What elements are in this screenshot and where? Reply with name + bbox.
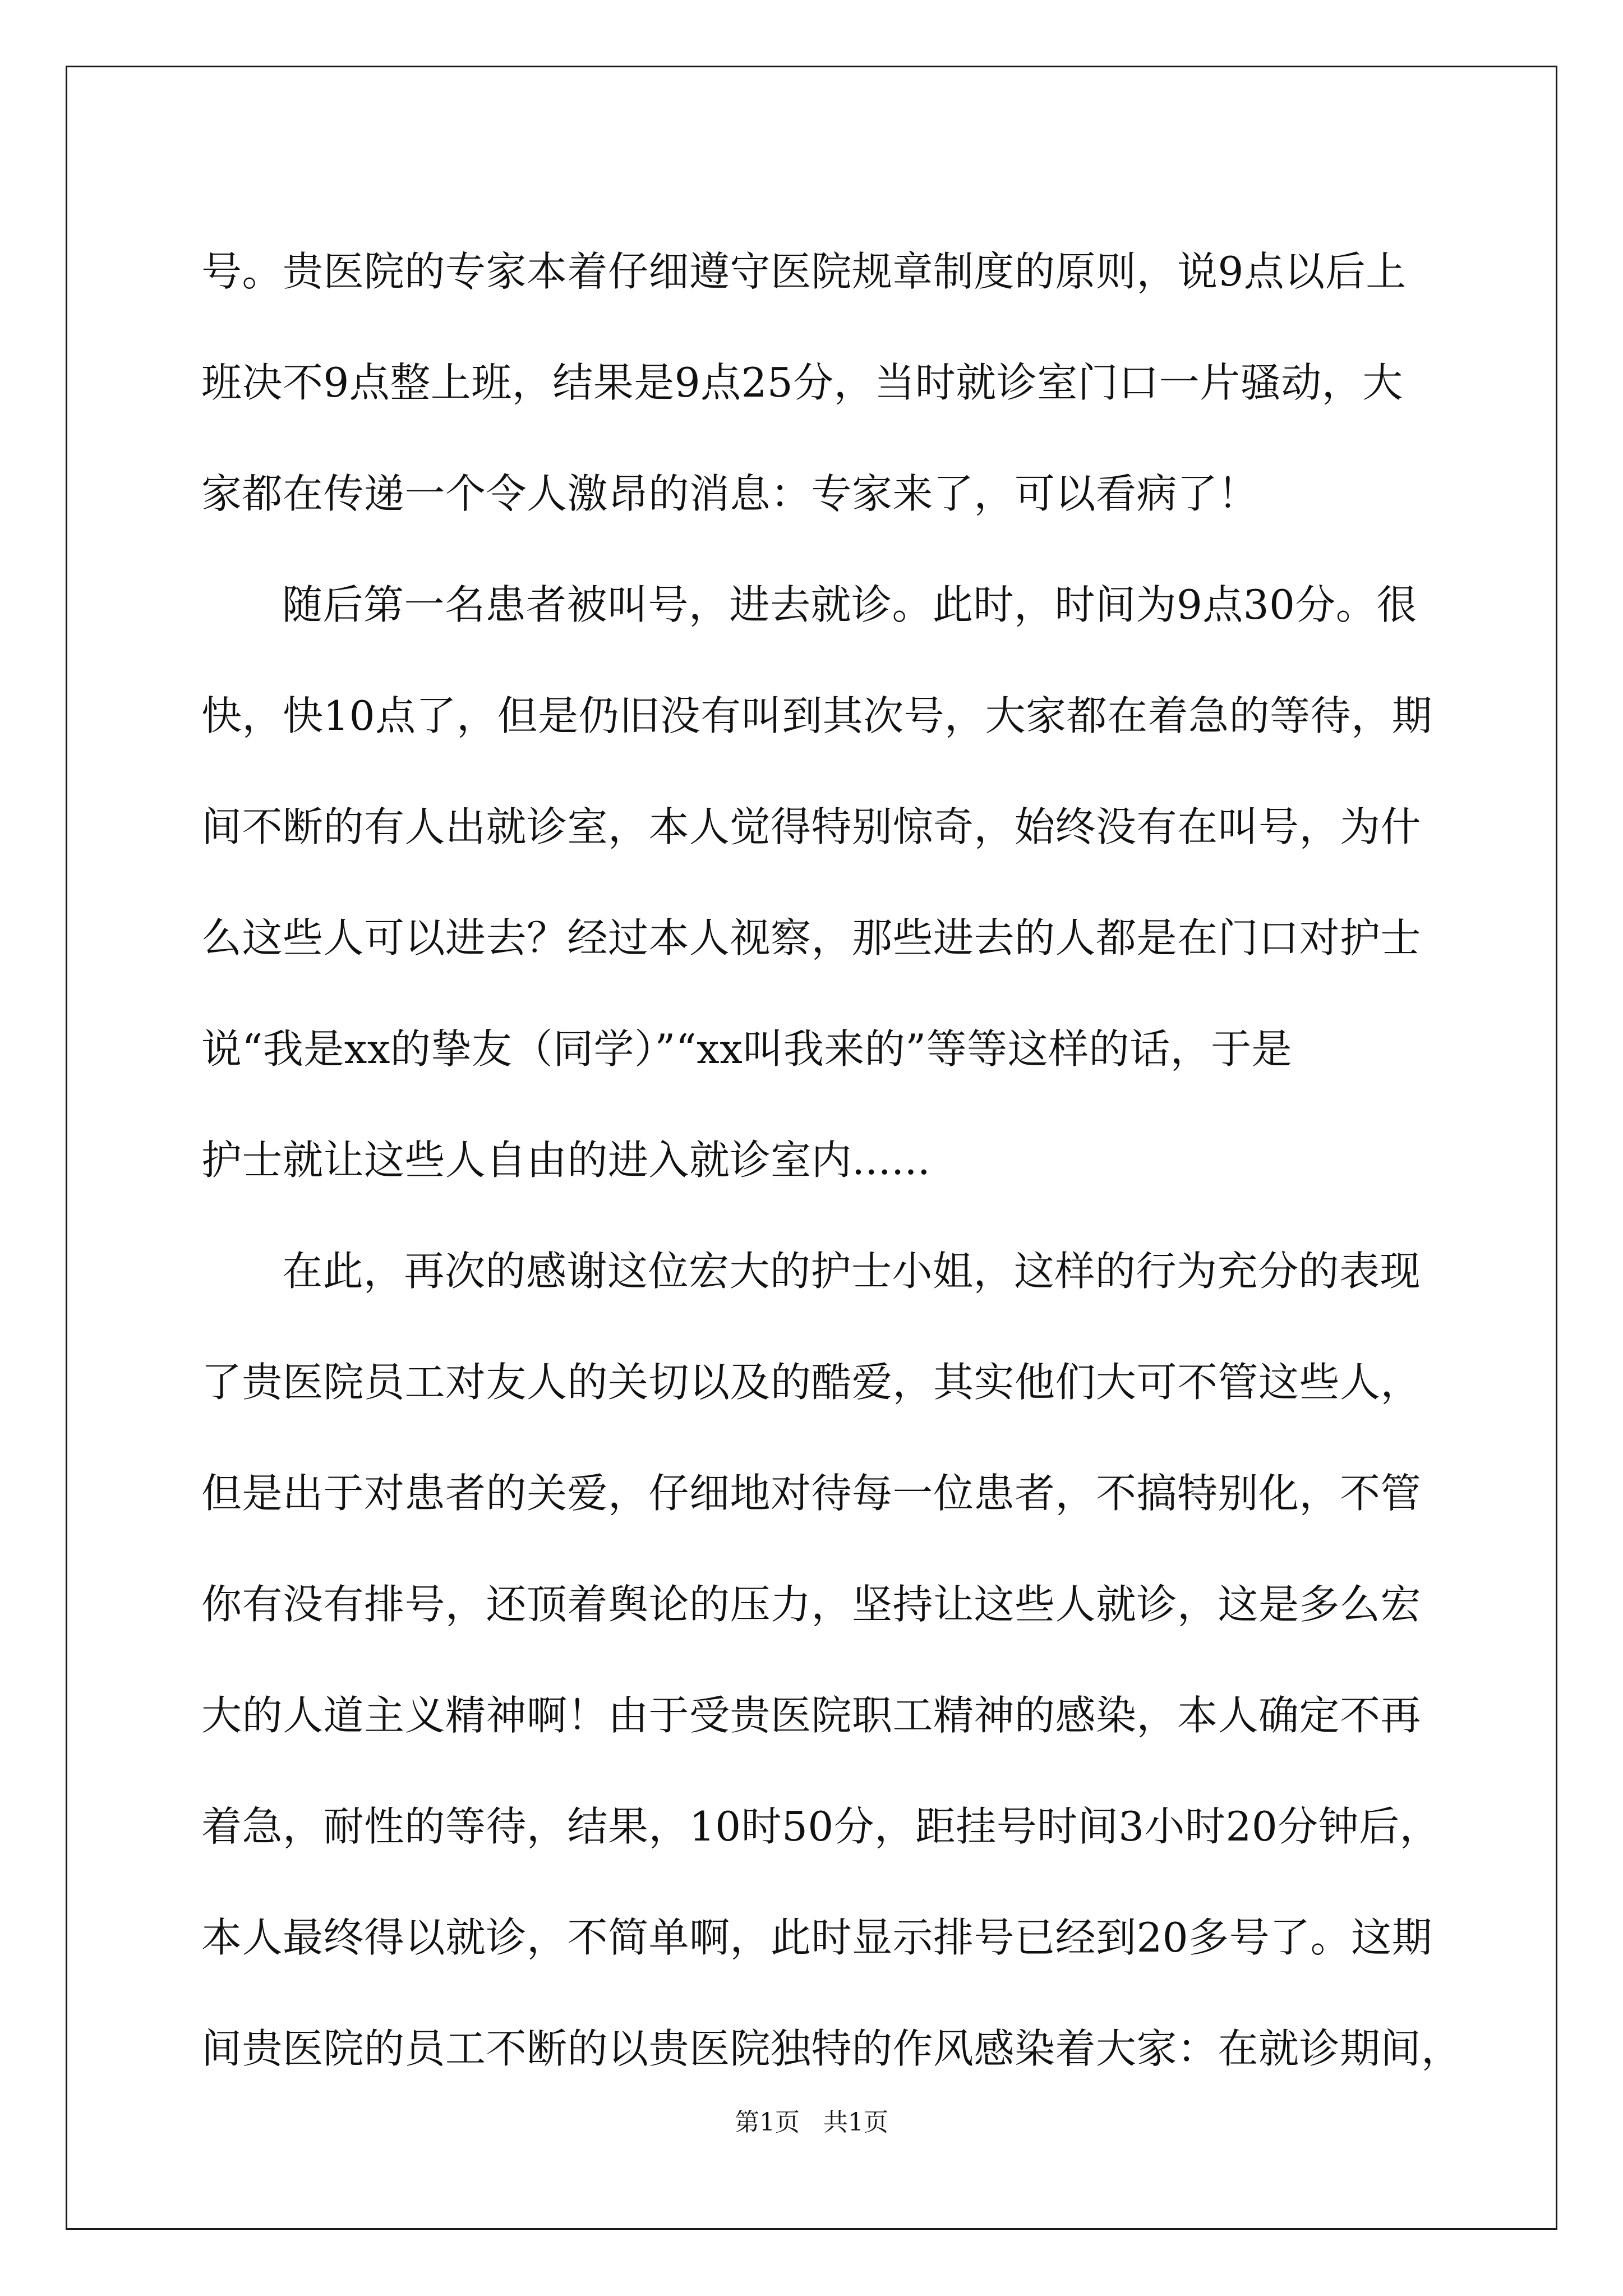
text-line: 号。贵医院的专家本着仔细遵守医院规章制度的原则，说9点以后上 [201, 248, 1407, 295]
text-line: 说“我是xx的挚友（同学）”“xx叫我来的”等等这样的话，于是 [201, 1025, 1293, 1073]
text-line: 你有没有排号，还顶着舆论的压力，坚持让这些人就诊，这是多么宏 [201, 1581, 1422, 1628]
text-line: 么这些人可以进去？经过本人视察，那些进去的人都是在门口对护士 [201, 914, 1422, 961]
paragraph-start-line: 在此，再次的感谢这位宏大的护士小姐，这样的行为充分的表现 [282, 1248, 1421, 1295]
text-line: 班决不9点整上班，结果是9点25分，当时就诊室门口一片骚动，大 [201, 359, 1403, 406]
document-body [201, 216, 1462, 2104]
text-line: 着急，耐性的等待，结果，10时50分，距挂号时间3小时20分钟后， [201, 1803, 1441, 1850]
page-number-footer: 第1页 共1页 [735, 2108, 888, 2137]
text-line: 了贵医院员工对友人的关切以及的酷爱，其实他们大可不管这些人， [201, 1359, 1422, 1406]
text-line: 家都在传递一个令人激昂的消息：专家来了，可以看病了！ [201, 470, 1259, 517]
paragraph-start-line: 随后第一名患者被叫号，进去就诊。此时，时间为9点30分。很 [282, 581, 1417, 628]
text-line: 但是出于对患者的关爱，仔细地对待每一位患者，不搞特别化，不管 [201, 1470, 1422, 1517]
text-line: 本人最终得以就诊，不简单啊，此时显示排号已经到20多号了。这期 [201, 1914, 1433, 1961]
text-line: 护士就让这些人自由的进入就诊室内...... [201, 1137, 931, 1184]
text-line: 间不断的有人出就诊室，本人觉得特别惊奇，始终没有在叫号，为什 [201, 803, 1422, 850]
text-line: 快，快10点了，但是仍旧没有叫到其次号，大家都在着急的等待，期 [201, 692, 1433, 739]
text-line: 大的人道主义精神啊！由于受贵医院职工精神的感染，本人确定不再 [201, 1692, 1422, 1739]
text-line: 间贵医院的员工不断的以贵医院独特的作风感染着大家：在就诊期间， [201, 2025, 1462, 2072]
